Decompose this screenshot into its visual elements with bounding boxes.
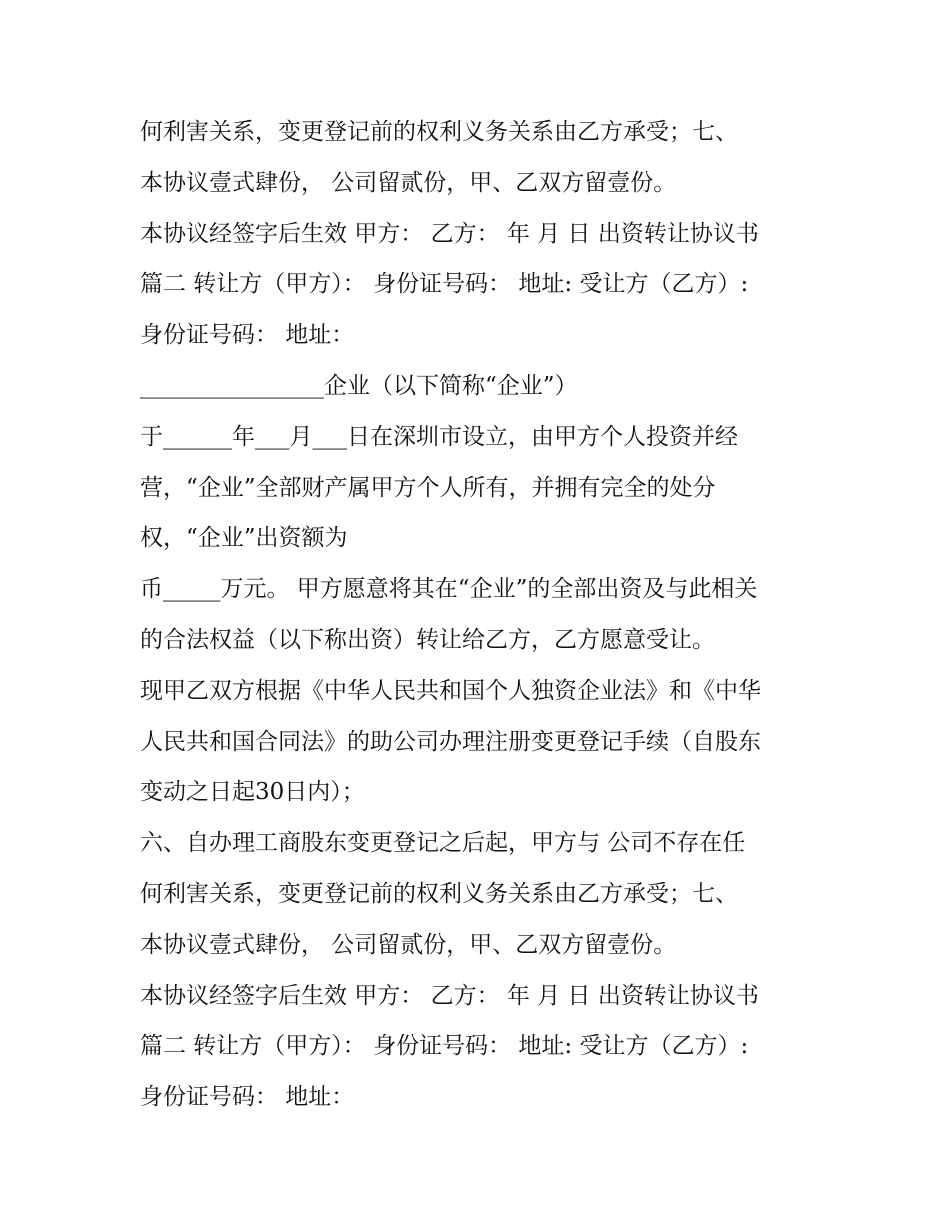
document-body: [140, 107, 830, 1123]
text-line: 现甲乙双方根据《中华人民共和国个人独资企业法》和《中华: [140, 677, 761, 704]
text-line: 权，“企业”出资额为: [140, 525, 348, 552]
text-line: 身份证号码： 地址：: [140, 1084, 355, 1111]
text-line: 本协议经签字后生效 甲方： 乙方： 年 月 日 出资转让协议书: [140, 220, 759, 247]
text-line: 于______年___月___日在深圳市设立，由甲方个人投资并经: [140, 423, 738, 450]
text-line: 的合法权益（以下称出资）转让给乙方，乙方愿意受让。: [140, 626, 715, 653]
text-line: 营，“企业”全部财产属甲方个人所有，并拥有完全的处分: [140, 474, 716, 501]
text-line: 六、自办理工商股东变更登记之后起，甲方与 公司不存在任: [140, 830, 746, 857]
text-line: 本协议壹式肆份， 公司留贰份，甲、乙双方留壹份。: [140, 169, 677, 196]
text-line: 人民共和国合同法》的助公司办理注册变更登记手续（自股东: [140, 728, 761, 755]
text-line: 篇二 转让方（甲方）： 身份证号码： 地址: 受让方（乙方）:: [140, 271, 749, 298]
text-line: 篇二 转让方（甲方）： 身份证号码： 地址: 受让方（乙方）:: [140, 1033, 749, 1060]
text-line: 本协议经签字后生效 甲方： 乙方： 年 月 日 出资转让协议书: [140, 982, 759, 1009]
text-line: 变动之日起30日内）；: [140, 779, 365, 806]
text-line: ________________企业（以下简称“企业”）: [140, 372, 578, 399]
text-line: 币_____万元。 甲方愿意将其在“企业”的全部出资及与此相关: [140, 576, 758, 603]
text-line: 何利害关系，变更登记前的权利义务关系由乙方承受；七、: [140, 880, 738, 907]
text-line: 本协议壹式肆份， 公司留贰份，甲、乙双方留壹份。: [140, 931, 677, 958]
text-line: 何利害关系，变更登记前的权利义务关系由乙方承受；七、: [140, 119, 738, 145]
text-line: 身份证号码： 地址：: [140, 322, 355, 349]
